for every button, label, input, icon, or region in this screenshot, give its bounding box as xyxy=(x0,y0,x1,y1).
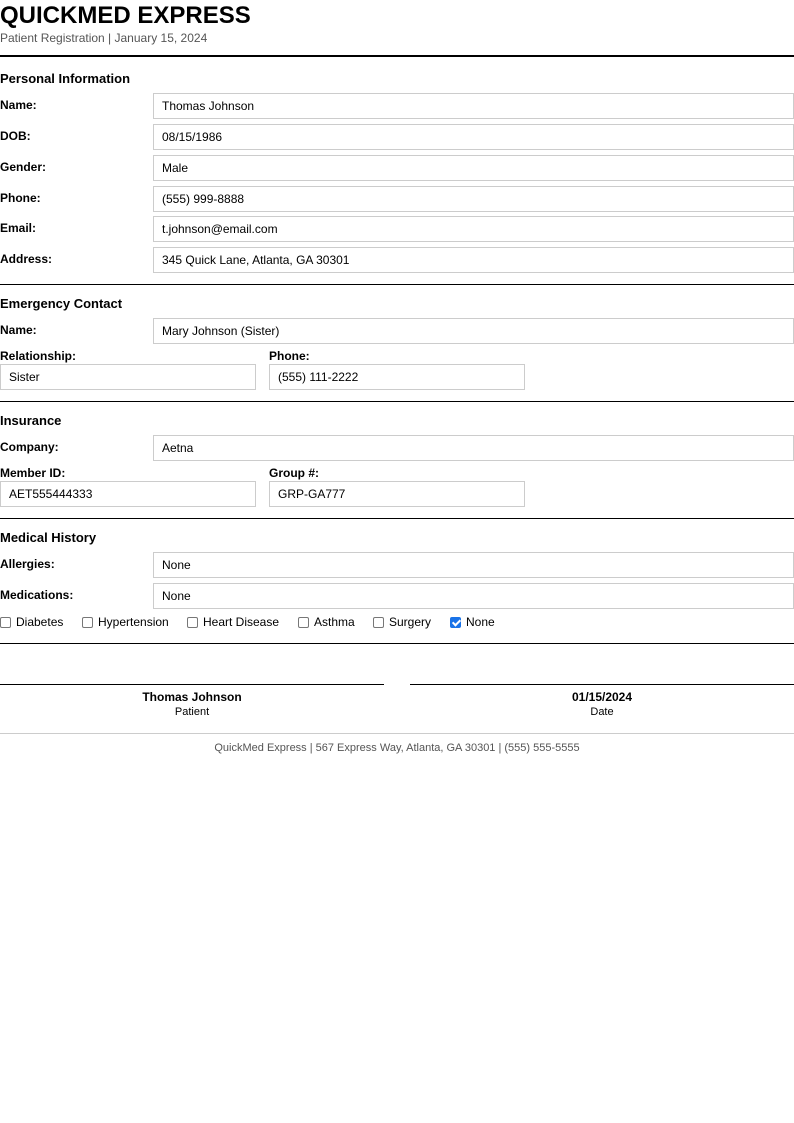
email-field[interactable]: t.johnson@email.com xyxy=(153,216,794,242)
condition-asthma[interactable] xyxy=(298,614,355,630)
relationship-field[interactable]: Sister xyxy=(0,364,256,390)
label-dob: DOB: xyxy=(0,129,31,143)
patient-signature-line xyxy=(0,684,384,685)
section-divider xyxy=(0,284,794,285)
name-field[interactable]: Thomas Johnson xyxy=(153,93,794,119)
member-id-field[interactable]: AET555444333 xyxy=(0,481,256,507)
condition-label: Diabetes xyxy=(16,615,64,629)
checkbox-unchecked[interactable] xyxy=(187,617,198,628)
label-address: Address: xyxy=(0,252,53,266)
label-emergency-name: Name: xyxy=(0,323,37,337)
condition-none[interactable] xyxy=(450,614,495,630)
condition-diabetes[interactable] xyxy=(0,614,63,630)
checkbox-unchecked[interactable] xyxy=(0,617,11,628)
condition-label: Asthma xyxy=(314,615,355,629)
condition-label: Heart Disease xyxy=(203,615,280,629)
section-title-insurance: Insurance xyxy=(0,413,62,428)
emergency-name-field[interactable]: Mary Johnson (Sister) xyxy=(153,318,794,344)
label-company: Company: xyxy=(0,440,59,454)
condition-heart-disease[interactable] xyxy=(187,614,279,630)
section-divider xyxy=(0,643,794,644)
emergency-phone-field[interactable]: (555) 111-2222 xyxy=(269,364,525,390)
address-field[interactable]: 345 Quick Lane, Atlanta, GA 30301 xyxy=(153,247,794,273)
date-signature-line xyxy=(410,684,794,685)
label-phone: Phone: xyxy=(0,191,41,205)
label-allergies: Allergies: xyxy=(0,557,55,571)
allergies-field[interactable]: None xyxy=(153,552,794,578)
signature-date: 01/15/2024 xyxy=(571,690,633,704)
label-emergency-phone: Phone: xyxy=(269,349,310,363)
clinic-title: QUICKMED EXPRESS xyxy=(0,2,251,29)
condition-label: None xyxy=(466,615,495,629)
label-name: Name: xyxy=(0,98,37,112)
insurance-company-field[interactable]: Aetna xyxy=(153,435,794,461)
patient-signature-name: Thomas Johnson xyxy=(142,690,242,704)
condition-label: Hypertension xyxy=(98,615,169,629)
form-subtitle: Patient Registration | January 15, 2024 xyxy=(0,31,208,45)
section-title-personal: Personal Information xyxy=(0,71,131,86)
footer-divider xyxy=(0,733,794,734)
label-gender: Gender: xyxy=(0,160,47,174)
label-medications: Medications: xyxy=(0,588,74,602)
patient-role-label: Patient xyxy=(174,706,210,718)
section-title-medical: Medical History xyxy=(0,530,97,545)
gender-field[interactable]: Male xyxy=(153,155,794,181)
date-role-label: Date xyxy=(590,706,614,718)
footer-contact: QuickMed Express | 567 Express Way, Atlanta, GA 30301 | (555) 555-5555 xyxy=(214,742,580,754)
label-relationship: Relationship: xyxy=(0,349,77,363)
label-group-number: Group #: xyxy=(269,466,319,480)
section-title-emergency: Emergency Contact xyxy=(0,296,123,311)
checkbox-unchecked[interactable] xyxy=(82,617,93,628)
label-email: Email: xyxy=(0,221,37,235)
medications-field[interactable]: None xyxy=(153,583,794,609)
group-number-field[interactable]: GRP-GA777 xyxy=(269,481,525,507)
checkbox-unchecked[interactable] xyxy=(373,617,384,628)
dob-field[interactable]: 08/15/1986 xyxy=(153,124,794,150)
section-divider xyxy=(0,518,794,519)
checkbox-unchecked[interactable] xyxy=(298,617,309,628)
header-divider xyxy=(0,55,794,57)
condition-surgery[interactable] xyxy=(373,614,431,630)
condition-hypertension[interactable] xyxy=(82,614,169,630)
checkbox-checked-icon[interactable] xyxy=(450,617,461,628)
label-member-id: Member ID: xyxy=(0,466,66,480)
condition-label: Surgery xyxy=(389,615,432,629)
section-divider xyxy=(0,401,794,402)
phone-field[interactable]: (555) 999-8888 xyxy=(153,186,794,212)
